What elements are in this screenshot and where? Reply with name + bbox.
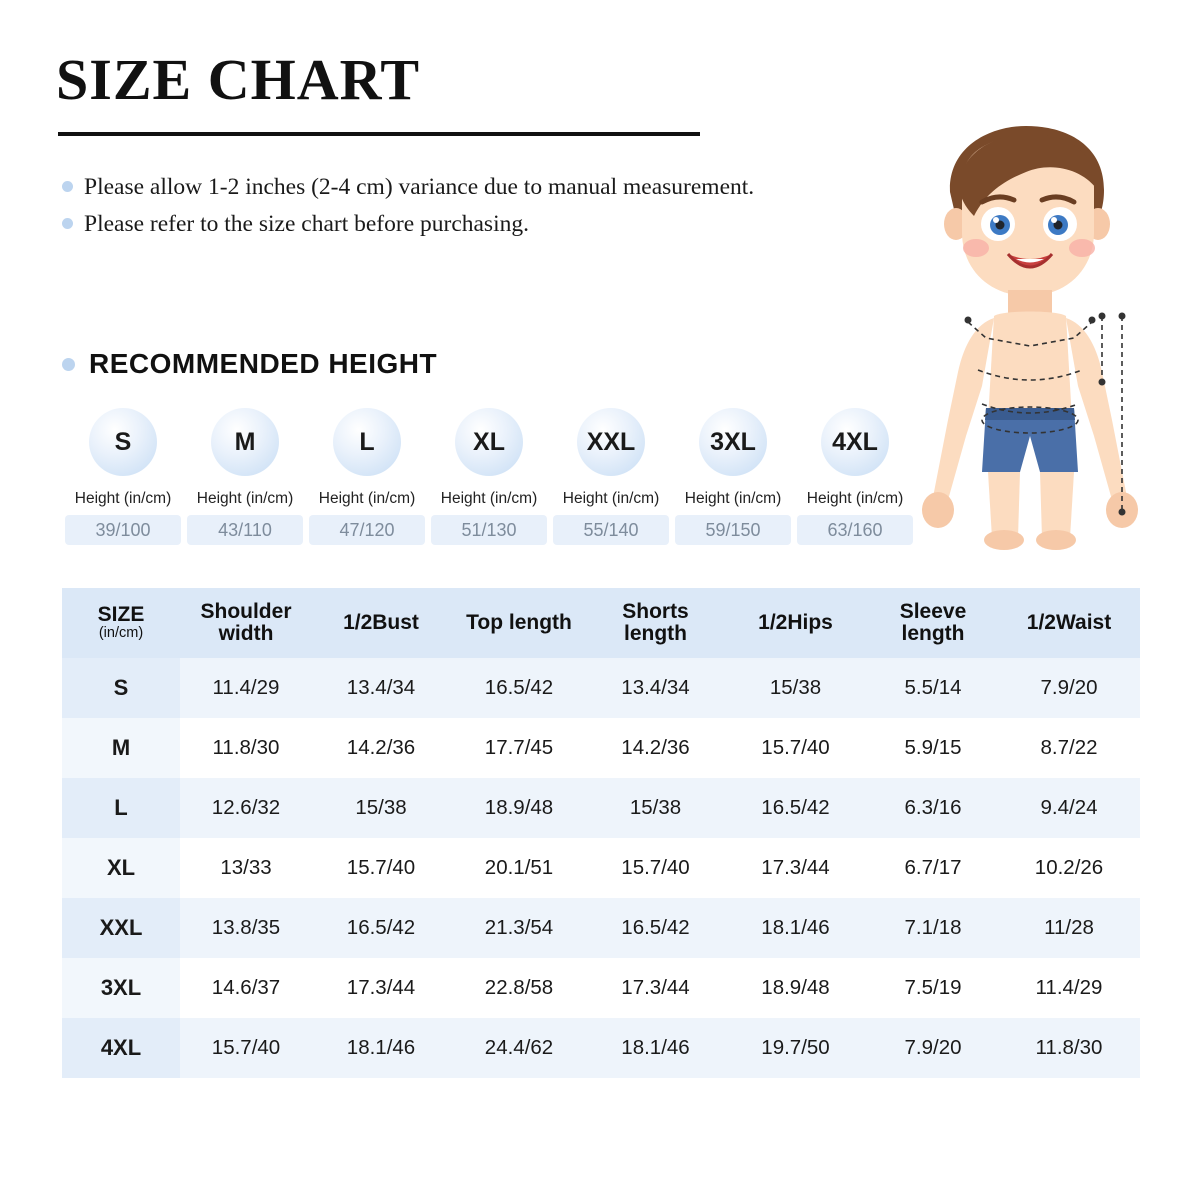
cell-shorts-length: 14.2/36 [588, 718, 723, 778]
size-height-value: 43/110 [187, 515, 303, 545]
size-circle-label: XL [455, 408, 523, 476]
cell-sleeve-length: 7.5/19 [868, 958, 998, 1018]
note-text: Please allow 1-2 inches (2-4 cm) variance due to manual measurement. [84, 174, 755, 200]
cell-half-hips: 17.3/44 [723, 838, 868, 898]
note-text: Please refer to the size chart before purchasing. [84, 211, 529, 238]
cell-shorts-length: 15/38 [588, 778, 723, 838]
cell-shoulder-width: 13.8/35 [180, 898, 312, 958]
cell-shorts-length: 16.5/42 [588, 898, 723, 958]
cell-shorts-length: 18.1/46 [588, 1018, 723, 1078]
size-height-value: 47/120 [309, 515, 425, 545]
cell-half-hips: 15/38 [723, 658, 868, 718]
cell-top-length: 16.5/42 [450, 658, 588, 718]
cell-half-bust: 18.1/46 [312, 1018, 450, 1078]
size-height-label: Height (in/cm) [440, 490, 538, 507]
col-header-sleeve-length: Sleeve length [868, 588, 998, 658]
cell-shoulder-width: 15.7/40 [180, 1018, 312, 1078]
cell-sleeve-length: 7.9/20 [868, 1018, 998, 1078]
size-circle-label: 4XL [821, 408, 889, 476]
size-circle-label: S [89, 408, 157, 476]
col-header-half-bust: 1/2Bust [312, 588, 450, 658]
cell-half-hips: 19.7/50 [723, 1018, 868, 1078]
cell-half-bust: 15.7/40 [312, 838, 450, 898]
cell-top-length: 21.3/54 [450, 898, 588, 958]
row-size: XXL [62, 898, 180, 958]
cell-sleeve-length: 6.7/17 [868, 838, 998, 898]
size-circle-label: 3XL [699, 408, 767, 476]
table-row [62, 958, 1140, 1018]
row-size: S [62, 658, 180, 718]
table-row [62, 898, 1140, 958]
cell-half-hips: 16.5/42 [723, 778, 868, 838]
row-size: 4XL [62, 1018, 180, 1078]
size-circle-label: M [211, 408, 279, 476]
cell-half-waist: 10.2/26 [998, 838, 1140, 898]
cell-half-bust: 15/38 [312, 778, 450, 838]
table-row [62, 1018, 1140, 1078]
cell-shoulder-width: 12.6/32 [180, 778, 312, 838]
col-header-size: SIZE (in/cm) [62, 588, 180, 658]
size-height-value: 55/140 [553, 515, 669, 545]
notes-list [62, 172, 962, 246]
row-size: L [62, 778, 180, 838]
cell-shoulder-width: 11.4/29 [180, 658, 312, 718]
recommended-height-title: RECOMMENDED HEIGHT [89, 348, 438, 379]
page-title: SIZE CHART [56, 47, 421, 112]
size-option-xxl [550, 408, 672, 545]
cell-half-waist: 11.4/29 [998, 958, 1140, 1018]
row-size: XL [62, 838, 180, 898]
size-chart-table [62, 588, 1140, 1078]
size-height-label: Height (in/cm) [196, 490, 294, 507]
cell-sleeve-length: 7.1/18 [868, 898, 998, 958]
cell-half-hips: 18.1/46 [723, 898, 868, 958]
bullet-icon [62, 218, 73, 229]
size-height-label: Height (in/cm) [684, 490, 782, 507]
size-height-label: Height (in/cm) [806, 490, 904, 507]
recommended-height-sizes [62, 408, 916, 545]
cell-top-length: 18.9/48 [450, 778, 588, 838]
col-header-size-unit: (in/cm) [98, 625, 144, 642]
row-size: M [62, 718, 180, 778]
size-height-value: 63/160 [797, 515, 913, 545]
size-option-xl [428, 408, 550, 545]
size-height-value: 51/130 [431, 515, 547, 545]
cell-sleeve-length: 6.3/16 [868, 778, 998, 838]
cell-top-length: 17.7/45 [450, 718, 588, 778]
cell-top-length: 24.4/62 [450, 1018, 588, 1078]
size-chart-table-wrap [62, 588, 1140, 1078]
col-header-shoulder-width: Shoulder width [180, 588, 312, 658]
bullet-icon [62, 358, 75, 371]
size-height-label: Height (in/cm) [562, 490, 660, 507]
table-row [62, 658, 1140, 718]
cell-shoulder-width: 14.6/37 [180, 958, 312, 1018]
cell-sleeve-length: 5.5/14 [868, 658, 998, 718]
size-option-3xl [672, 408, 794, 545]
size-option-m [184, 408, 306, 545]
cell-sleeve-length: 5.9/15 [868, 718, 998, 778]
cell-half-bust: 16.5/42 [312, 898, 450, 958]
cell-top-length: 22.8/58 [450, 958, 588, 1018]
size-height-label: Height (in/cm) [74, 490, 172, 507]
cell-shoulder-width: 11.8/30 [180, 718, 312, 778]
note-item [62, 172, 962, 202]
note-item [62, 209, 962, 239]
bullet-icon [62, 181, 73, 192]
table-row [62, 838, 1140, 898]
cell-half-bust: 17.3/44 [312, 958, 450, 1018]
recommended-height-header [62, 348, 437, 380]
size-circle-label: XXL [577, 408, 645, 476]
cell-half-bust: 13.4/34 [312, 658, 450, 718]
col-header-shorts-length: Shorts length [588, 588, 723, 658]
cell-shorts-length: 13.4/34 [588, 658, 723, 718]
cell-shorts-length: 17.3/44 [588, 958, 723, 1018]
cell-half-hips: 15.7/40 [723, 718, 868, 778]
col-header-top-length: Top length [450, 588, 588, 658]
title-underline [58, 132, 700, 136]
table-header-row [62, 588, 1140, 658]
table-row [62, 718, 1140, 778]
size-option-s [62, 408, 184, 545]
boy-measurement-illustration [890, 120, 1170, 550]
size-height-label: Height (in/cm) [318, 490, 416, 507]
cell-half-bust: 14.2/36 [312, 718, 450, 778]
size-height-value: 59/150 [675, 515, 791, 545]
col-header-half-hips: 1/2Hips [723, 588, 868, 658]
cell-half-hips: 18.9/48 [723, 958, 868, 1018]
cell-shoulder-width: 13/33 [180, 838, 312, 898]
cell-shorts-length: 15.7/40 [588, 838, 723, 898]
size-circle-label: L [333, 408, 401, 476]
table-row [62, 778, 1140, 838]
size-height-value: 39/100 [65, 515, 181, 545]
row-size: 3XL [62, 958, 180, 1018]
cell-half-waist: 11/28 [998, 898, 1140, 958]
cell-half-waist: 9.4/24 [998, 778, 1140, 838]
cell-half-waist: 8.7/22 [998, 718, 1140, 778]
cell-half-waist: 7.9/20 [998, 658, 1140, 718]
col-header-half-waist: 1/2Waist [998, 588, 1140, 658]
cell-top-length: 20.1/51 [450, 838, 588, 898]
cell-half-waist: 11.8/30 [998, 1018, 1140, 1078]
size-option-l [306, 408, 428, 545]
